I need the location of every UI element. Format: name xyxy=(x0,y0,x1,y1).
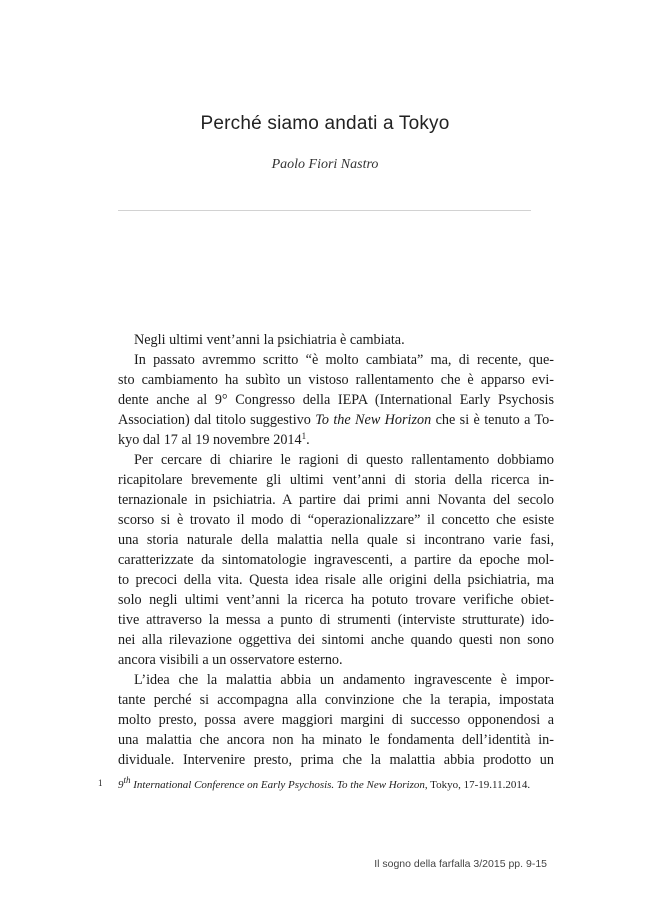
footnote-details: , Tokyo, 17-19.11.2014. xyxy=(424,779,531,791)
body-line: ancora visibili a un osservatore esterno. xyxy=(118,652,343,668)
body-line: molto presto, possa avere maggiori margini di successo opponendosi a xyxy=(118,712,554,728)
title-divider xyxy=(118,210,531,211)
article-title: Perché siamo andati a Tokyo xyxy=(200,113,450,134)
journal-footer: Il sogno della farfalla 3/2015 pp. 9-15 xyxy=(374,858,547,870)
body-line: Negli ultimi vent’anni la psichiatria è cambiata. xyxy=(134,332,405,348)
body-line: L’idea che la malattia abbia un andamento ingravescente è impor- xyxy=(134,672,554,688)
body-line: In passato avremmo scritto “è molto cambiata” ma, di recente, que- xyxy=(134,352,554,368)
body-line: tante perché si accompagna alla convinzione che la terapia, impostata xyxy=(118,692,554,708)
article-author: Paolo Fiori Nastro xyxy=(271,157,379,172)
footnote-ordinal: 9th xyxy=(118,775,131,791)
body-line: tive attraverso la messa a punto di strumenti (interviste strutturate) ido- xyxy=(118,612,554,628)
body-line: Per cercare di chiarire le ragioni di questo rallentamento dobbiamo xyxy=(134,452,554,468)
body-line: dividuale. Intervenire presto, prima che la malattia abbia prodotto un xyxy=(118,752,554,768)
footnote xyxy=(98,775,548,791)
body-line: Association) dal titolo suggestivo To the New Horizon che si è tenuto a To- xyxy=(118,412,554,428)
body-line: dente anche al 9° Congresso della IEPA (International Early Psychosis xyxy=(118,392,554,408)
footnote-reference: 1 xyxy=(301,431,307,441)
footnote-conference-title: International Conference on Early Psychosis. To the New Horizon xyxy=(130,779,425,791)
body-line: scorso si è trovato il modo di “operazionalizzare” il concetto che esiste xyxy=(118,512,554,528)
body-line: una storia naturale della malattia nella quale si incontrano varie fasi, xyxy=(118,532,554,548)
body-line: ricapitolare brevemente gli ultimi vent’anni di storia della ricerca in- xyxy=(118,472,554,488)
body-line: kyo dal 17 al 19 novembre 2014$^1$. xyxy=(118,431,310,448)
body-line: solo negli ultimi vent’anni la ricerca ha potuto trovare verifiche obiet- xyxy=(118,592,554,608)
article-body xyxy=(118,330,554,770)
body-line: sto cambiamento ha subìto un vistoso rallentamento che è apparso evi- xyxy=(118,372,554,388)
footnote-mark: 1 xyxy=(98,778,103,788)
body-line: una malattia che ancora non ha minato le fondamenta dell’identità in- xyxy=(118,732,554,748)
body-line: ternazionale in psichiatria. A partire dai primi anni Novanta del secolo xyxy=(118,492,554,508)
body-line: to precoci della vita. Questa idea risale alle origini della psichiatria, ma xyxy=(118,572,554,588)
body-line: caratterizzate da sintomatologie ingravescenti, a partire da epoche mol- xyxy=(118,552,554,568)
body-line: nei alla rilevazione oggettiva dei sintomi anche quando questi non sono xyxy=(118,632,554,648)
